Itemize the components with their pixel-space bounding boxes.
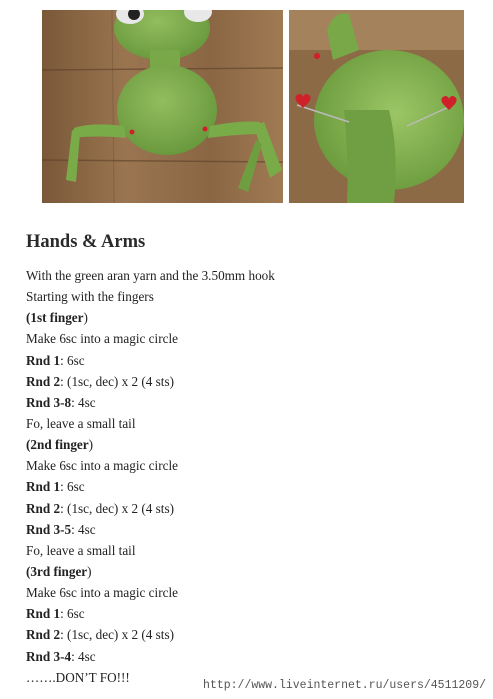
instruction-bold: (3rd finger xyxy=(26,563,88,579)
instruction-text: Fo, leave a small tail xyxy=(26,542,136,558)
instruction-line xyxy=(26,646,275,667)
pattern-instructions xyxy=(26,265,275,688)
instruction-text: Make 6sc into a magic circle xyxy=(26,331,178,347)
instruction-bold: Rnd 1 xyxy=(26,606,61,622)
instruction-line xyxy=(26,350,275,371)
source-url-watermark: http://www.liveinternet.ru/users/4511209/ xyxy=(203,679,486,692)
instruction-text: ) xyxy=(83,310,88,326)
instruction-text: ) xyxy=(88,437,94,453)
instruction-line xyxy=(26,455,275,476)
instruction-bold: Rnd 3-4 xyxy=(26,648,72,664)
instruction-text: : 4sc xyxy=(71,521,96,537)
instruction-text: : (1sc, dec) x 2 (4 sts) xyxy=(60,627,174,643)
instruction-text: : 4sc xyxy=(71,394,96,410)
instruction-bold: Rnd 1 xyxy=(26,352,61,368)
instruction-line xyxy=(26,582,275,603)
instruction-bold: Rnd 3-5 xyxy=(26,521,72,537)
instruction-text: Make 6sc into a magic circle xyxy=(26,458,178,474)
instruction-bold: Rnd 2 xyxy=(26,373,61,389)
instruction-text: …….DON’T FO!!! xyxy=(26,669,130,685)
instruction-line xyxy=(26,476,275,497)
instruction-text: ) xyxy=(87,563,92,579)
instruction-line xyxy=(26,371,275,392)
instruction-text: : 6sc xyxy=(60,606,85,622)
instruction-line xyxy=(26,540,275,561)
instruction-text: : (1sc, dec) x 2 (4 sts) xyxy=(60,373,174,389)
instruction-line xyxy=(26,413,275,434)
instruction-text: : 6sc xyxy=(60,479,85,495)
instruction-text: : (1sc, dec) x 2 (4 sts) xyxy=(60,500,174,516)
instruction-line xyxy=(26,624,275,645)
instruction-bold: Rnd 2 xyxy=(26,500,61,516)
instruction-line xyxy=(26,265,275,286)
section-heading: Hands & Arms xyxy=(26,232,146,252)
instruction-line xyxy=(26,328,275,349)
instruction-text: : 4sc xyxy=(71,648,96,664)
instruction-line xyxy=(26,307,275,328)
instruction-bold: Rnd 1 xyxy=(26,479,61,495)
instruction-bold: (1st finger xyxy=(26,310,84,326)
instruction-text: : 6sc xyxy=(60,352,85,368)
instruction-text: With the green aran yarn and the 3.50mm hook xyxy=(26,268,275,283)
frog-pinned-arms-photo xyxy=(289,10,464,203)
instruction-text: Starting with the fingers xyxy=(26,289,154,305)
instruction-line xyxy=(26,561,275,582)
instruction-line xyxy=(26,498,275,519)
instruction-bold: Rnd 3-8 xyxy=(26,394,72,410)
instruction-line xyxy=(26,434,275,455)
instruction-line xyxy=(26,519,275,540)
frog-arms-photo xyxy=(42,10,283,203)
instruction-bold: (2nd finger xyxy=(26,437,89,453)
instruction-bold: Rnd 2 xyxy=(26,627,61,643)
instruction-line xyxy=(26,603,275,624)
instruction-text: Make 6sc into a magic circle xyxy=(26,585,178,601)
instruction-text: Fo, leave a small tail xyxy=(26,415,136,431)
instruction-line xyxy=(26,392,275,413)
instruction-line xyxy=(26,286,275,307)
